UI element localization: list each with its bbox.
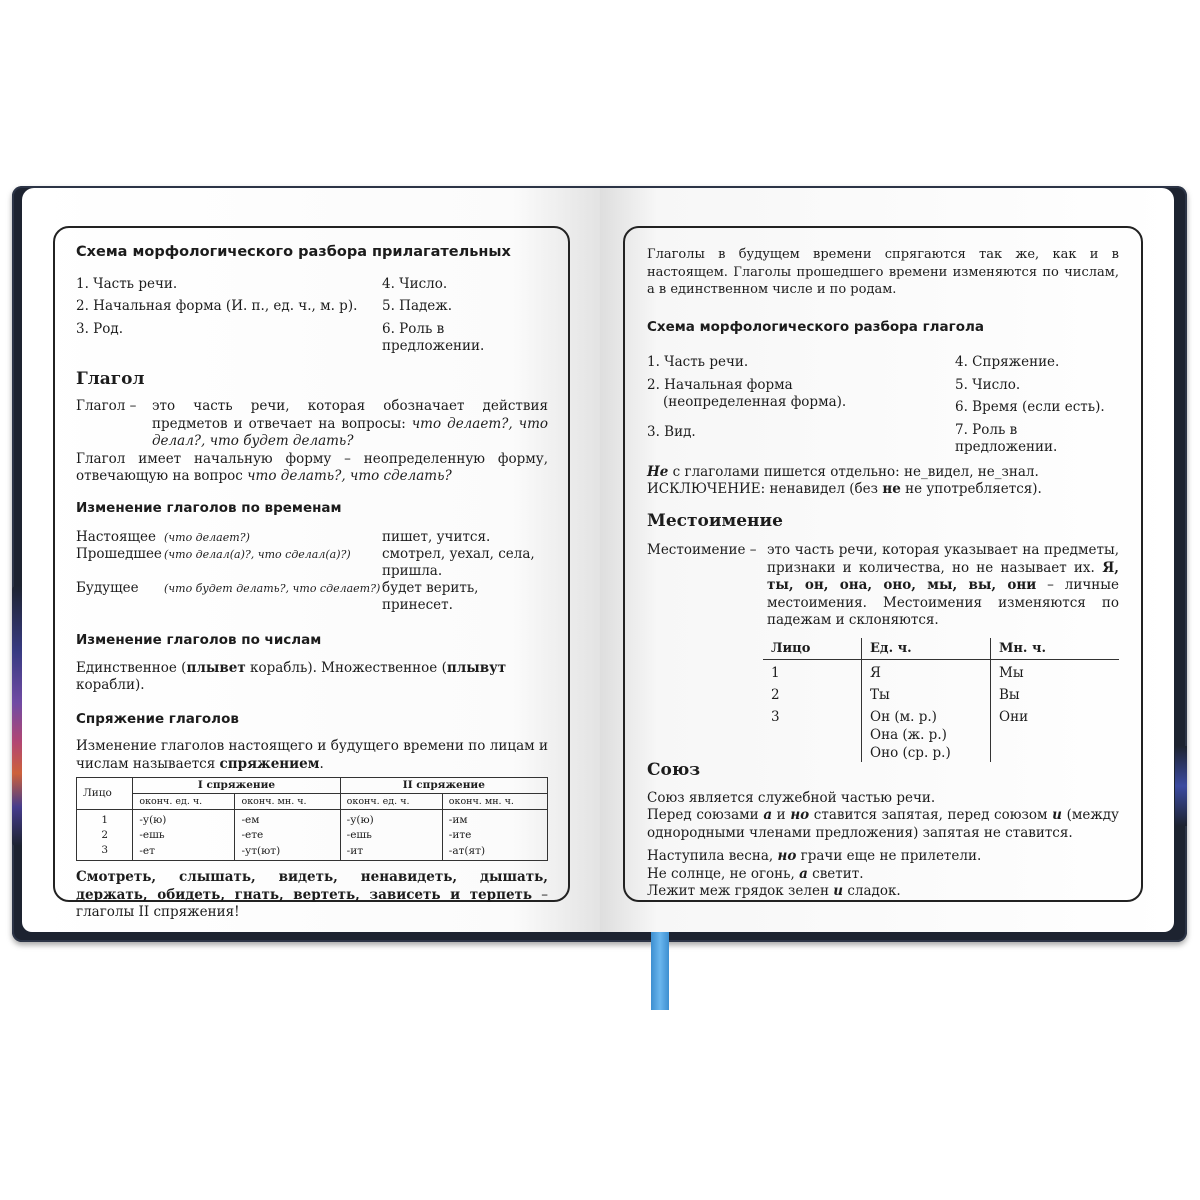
union-comma-rule — [647, 807, 1119, 842]
text-fragment: ставится запятая, перед союзом — [809, 807, 1053, 823]
union-example — [647, 883, 1119, 901]
person-cell: 1 — [101, 814, 109, 826]
column-header: Лицо — [763, 638, 862, 660]
singular-cell: Ты — [862, 682, 991, 704]
table-row — [77, 810, 548, 829]
table-row — [763, 682, 1119, 704]
cover-artwork-edge-right — [1175, 746, 1187, 826]
person-cell: 3 — [771, 709, 780, 725]
list-item: 6. Роль в предложении. — [382, 320, 485, 354]
verb-scheme-title: Схема морфологического разбора глагола — [647, 318, 984, 335]
text-fragment: ИСКЛЮЧЕНИЕ: — [647, 481, 766, 497]
sub-header: оконч. ед. ч. — [133, 794, 235, 810]
pronoun-definition — [647, 542, 1119, 630]
bold-fragment: а — [799, 865, 808, 882]
ending-cell: -ит — [340, 843, 442, 861]
bold-fragment: и — [833, 883, 844, 899]
list-item: 5. Число. — [955, 376, 1021, 393]
text-fragment: не употребляется). — [900, 481, 1042, 497]
bold-fragment: но — [790, 807, 810, 823]
text-fragment: Местоимения изменяются по падежам и склоняются. — [767, 594, 1119, 628]
conjugation-exceptions — [76, 869, 548, 922]
text-fragment: это часть речи, которая указывает на предметы, признаки и количества, но не называет их. — [767, 542, 1119, 576]
bold-fragment: и — [1052, 807, 1062, 823]
ending-cell: -ешь — [133, 828, 235, 843]
pronoun-form: Он (м. р.) — [870, 709, 937, 725]
tense-name: Прошедшее — [76, 546, 162, 562]
table-row — [76, 546, 548, 580]
list-item: 7. Роль в предложении. — [955, 421, 1058, 455]
number-title: Изменение глаголов по числам — [76, 632, 322, 648]
infinitive-text: Глагол имеет начальную форму – неопределенную форму, отвечающую на вопрос — [76, 450, 548, 484]
person-header: Лицо — [77, 778, 133, 810]
sub-header: оконч. мн. ч. — [442, 794, 547, 810]
pronoun-form: Она (ж. р.) — [870, 727, 947, 743]
person-cell: 3 — [101, 844, 109, 856]
conjugation-table — [76, 777, 548, 861]
text-fragment: корабль). Множественное ( — [245, 659, 447, 676]
text-fragment: грачи еще не прилетели. — [796, 848, 982, 864]
verb-infinitive-note — [76, 451, 548, 486]
verb-definition — [76, 398, 548, 451]
adjective-scheme-list — [76, 276, 548, 361]
future-tense-intro: Глаголы в будущем времени спрягаются так же, как и в настоящем. Глаголы прошедшего времени изменяются по числам, а в единственном числе и по родам. — [647, 247, 1119, 297]
ending-cell: -у(ю) — [340, 810, 442, 829]
ne-exception — [647, 481, 1119, 499]
text-fragment: светит. — [807, 865, 864, 882]
tense-examples: будет верить, принесет. — [382, 580, 479, 613]
column-header: Мн. ч. — [991, 638, 1120, 660]
table-subheader-row — [77, 794, 548, 810]
list-item: 3. Род. — [76, 320, 123, 337]
bold-fragment: но — [777, 848, 797, 864]
tense-table — [76, 529, 548, 614]
right-page-content — [647, 246, 1119, 901]
text-fragment: – глаголы II спряжения! — [76, 886, 549, 920]
tense-question: (что будет делать?, что сделает?) — [164, 582, 381, 595]
table-row — [76, 529, 548, 546]
number-text — [76, 660, 548, 695]
table-row — [763, 660, 1119, 683]
infinitive-questions: что делать?, что сделать? — [247, 468, 452, 484]
bold-fragment: не — [882, 481, 901, 497]
conj-group-2: II спряжение — [340, 778, 547, 794]
bookmark-ribbon[interactable] — [651, 932, 669, 1010]
text-fragment: Перед союзами — [647, 807, 764, 823]
text-fragment: Не солнце, не огонь, — [647, 865, 800, 882]
definition-term: Глагол – — [76, 398, 137, 414]
verb-section-title: Глагол — [76, 368, 145, 389]
list-item: 1. Часть речи. — [647, 354, 749, 370]
list-item: 5. Падеж. — [382, 298, 453, 314]
plural-cell: Мы — [991, 660, 1120, 683]
list-item: 1. Часть речи. — [76, 275, 178, 292]
sub-header: оконч. ед. ч. — [340, 794, 442, 810]
tense-name: Будущее — [76, 580, 139, 596]
definition-questions: что делает?, что делал?, что будет делать? — [152, 415, 548, 449]
table-row — [77, 828, 548, 843]
union-section-title: Союз — [647, 760, 701, 780]
list-item: 4. Спряжение. — [955, 354, 1060, 370]
list-item: 2. Начальная форма (И. п., ед. ч., м. р). — [76, 298, 358, 314]
text-fragment: сладок. — [843, 883, 901, 899]
ending-cell: -ите — [442, 828, 547, 843]
text-fragment: – личные местоимения. — [767, 577, 1119, 611]
definition-text: это часть речи, которая обозначает действия предметов и отвечает на вопросы: — [152, 398, 548, 432]
union-example — [647, 848, 1119, 866]
table-row — [76, 580, 548, 614]
text-fragment: Лежит меж грядок зелен — [647, 883, 834, 899]
text-fragment: и — [772, 807, 791, 823]
person-cell: 1 — [771, 665, 780, 681]
ending-cell: -ат(ят) — [442, 843, 547, 861]
tense-examples: смотрел, уехал, села, пришла. — [382, 546, 535, 579]
pronoun-form: Оно (ср. р.) — [870, 745, 951, 761]
tense-name: Настоящее — [76, 529, 157, 545]
bold-fragment: Смотреть, слышать, видеть, ненавидеть, дышать, держать, обидеть, гнать, вертеть, зависеть и терпеть — [76, 869, 548, 903]
plural-cell: Они — [991, 704, 1120, 762]
ending-cell: -ем — [235, 810, 340, 829]
list-item: 2. Начальная форма — [647, 376, 793, 393]
bold-fragment: Не — [647, 463, 669, 480]
list-item: 3. Вид. — [647, 423, 696, 440]
list-item: (неопределенная форма). — [663, 394, 847, 410]
person-cell: 2 — [771, 687, 780, 703]
ne-rule — [647, 464, 1119, 482]
pronoun-table — [763, 638, 1119, 763]
conjugation-text: Изменение глаголов настоящего и будущего времени по лицам и числам называется спряжением. — [76, 738, 548, 772]
person-cell: 2 — [101, 829, 109, 841]
bold-fragment: спряжением — [219, 755, 320, 772]
union-definition: Союз является служебной частью речи. — [647, 789, 936, 806]
tense-examples: пишет, учится. — [382, 529, 491, 545]
text-fragment: с глаголами пишется отдельно: не_видел, не_знал. — [668, 463, 1039, 480]
adjective-scheme-title: Схема морфологического разбора прилагательных — [76, 244, 511, 260]
ending-cell: -ет — [133, 843, 235, 861]
conj-group-1: I спряжение — [133, 778, 340, 794]
union-example — [647, 866, 1119, 884]
text-fragment: корабли). — [76, 677, 145, 693]
bold-fragment: а — [763, 807, 773, 823]
table-row — [77, 843, 548, 861]
text-fragment: Единственное ( — [76, 659, 187, 676]
table-header-row — [763, 638, 1119, 660]
ending-cell: -ут(ют) — [235, 843, 340, 861]
column-header: Ед. ч. — [862, 638, 991, 660]
text-fragment: (между однородными членами предложения) запятая не ставится. — [647, 807, 1120, 841]
tense-title: Изменение глаголов по временам — [76, 499, 342, 516]
bold-fragment: плывет — [186, 659, 246, 676]
ending-cell: -ешь — [340, 828, 442, 843]
conjugation-title: Спряжение глаголов — [76, 710, 239, 727]
verb-scheme-list — [647, 354, 1119, 462]
pronoun-section-title: Местоимение — [647, 510, 783, 531]
text-fragment: ненавидел (без — [765, 481, 883, 497]
text-fragment: Наступила весна, — [647, 848, 778, 864]
table-row — [763, 704, 1119, 762]
bold-fragment: Я, ты, он, она, оно, мы, вы, они — [767, 559, 1119, 593]
list-item: 6. Время (если есть). — [955, 399, 1105, 415]
tense-question: (что делал(а)?, что сделал(а)?) — [164, 548, 351, 561]
list-item: 4. Число. — [382, 275, 448, 292]
ending-cell: -у(ю) — [133, 810, 235, 829]
sub-header: оконч. мн. ч. — [235, 794, 340, 810]
ending-cell: -им — [442, 810, 547, 829]
singular-cell: Я — [862, 660, 991, 683]
definition-term: Местоимение – — [647, 542, 757, 558]
table-header-row — [77, 778, 548, 794]
bold-fragment: плывут — [446, 659, 507, 676]
singular-cell — [862, 704, 991, 762]
ending-cell: -ете — [235, 828, 340, 843]
left-page-content — [76, 244, 548, 922]
plural-cell: Вы — [991, 682, 1120, 704]
tense-question: (что делает?) — [164, 531, 250, 544]
text-fragment: Изменение глаголов настоящего и будущего времени по лицам и числам называется — [76, 738, 548, 772]
